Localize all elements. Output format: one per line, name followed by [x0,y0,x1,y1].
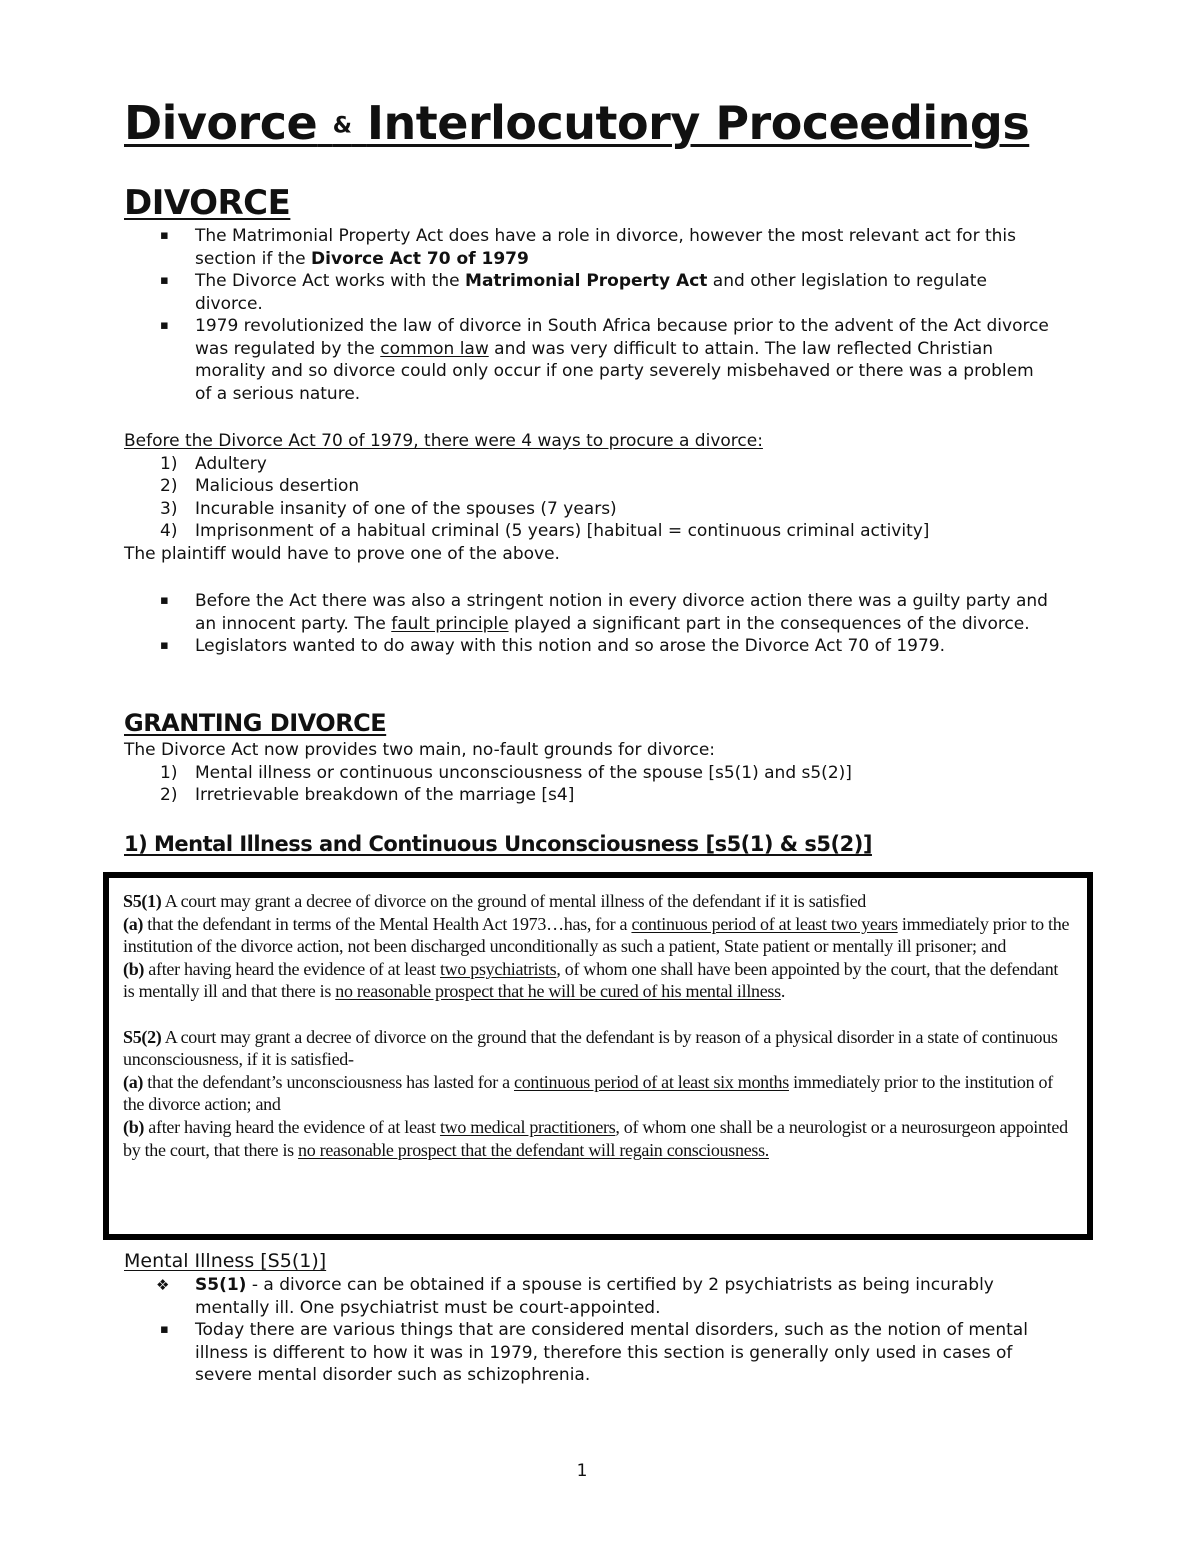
square-bullet-icon: ▪ [160,318,169,333]
page-number: 1 [576,1461,588,1481]
list-item: 2) Malicious desertion [160,476,360,496]
list-item: 1) Mental illness or continuous unconsciousness of the spouse [s5(1) and s5(2)] [160,762,852,783]
list-item: 3) Incurable insanity of one of the spouses (7 years) [160,498,617,519]
statute-s5-1: S5(1) A court may grant a decree of divorce on the ground of mental illness of the defendant if it is satisfied (a) that the defendant in terms of the Mental Health Act 1973…has, for a continuous period of at least two years immediately prior to the institution of the divorce action, not been discharged unconditionally as such a patient, State patient or mentally ill prisoner; and (b) after having heard the evidence of at least two psychiatrists, of whom one shall have been appointed by the court, that the defendant is mentally ill and that there is no reasonable prospect that he will be cured of his mental illness. [123,891,1070,1002]
square-bullet-icon: ▪ [160,638,169,653]
granting-intro: The Divorce Act now provides two main, no-fault grounds for divorce: [124,740,716,760]
list-item: ▪ Today there are various things that are considered mental disorders, such as the notion of mental illness is different to how it was in 1979, therefore this section is generally only used in cases of severe mental disorder such as schizophrenia. [160,1320,1028,1385]
subsection-heading-mental-illness: 1) Mental Illness and Continuous Unconsciousness [s5(1) & s5(2)] [124,832,872,856]
list-item: ❖ S5(1) - a divorce can be obtained if a spouse is certified by 2 psychiatrists as being incurably mentally ill. One psychiatrist must be court-appointed. [156,1275,994,1318]
before-act-block [124,430,1054,565]
granting-block [124,739,1054,807]
list-item: ▪ The Divorce Act works with the Matrimonial Property Act and other legislation to regulate divorce. [160,271,987,314]
list-item: 1) Adultery [160,453,267,474]
list-item: ▪ Legislators wanted to do away with this notion and so arose the Divorce Act 70 of 1979. [160,636,946,656]
statute-s5-2: S5(2) A court may grant a decree of divorce on the ground that the defendant is by reason of a physical disorder in a state of continuous unconsciousness, if it is satisfied- (a) that the defendant’s unconsciousness has lasted for a continuous period of at least six months immediately prior to the institution of the divorce action; and (b) after having heard the evidence of at least two medical practitioners, of whom one shall be a neurologist or a neurosurgeon appointed by the court, that there is no reasonable prospect that the defendant will regain consciousness. [123,1026,1068,1160]
divorce-bullets [124,225,1054,405]
list-item: ▪ 1979 revolutionized the law of divorce in South Africa because prior to the advent of the Act divorce was regulated by the common law and was very difficult to attain. The law reflected Christian morality and so divorce could only occur if one party severely misbehaved or there was a problem of a serious nature. [160,316,1049,404]
section-heading-divorce: DIVORCE [124,183,291,223]
square-bullet-icon: ▪ [160,593,169,608]
before-act-heading: Before the Divorce Act 70 of 1979, there were 4 ways to procure a divorce: [124,431,763,451]
list-item: ▪ The Matrimonial Property Act does have a role in divorce, however the most relevant act for this section if the Divorce Act 70 of 1979 [160,226,1016,269]
square-bullet-icon: ▪ [160,273,169,288]
section-heading-granting-divorce: GRANTING DIVORCE [124,709,387,737]
fault-bullets [124,590,1054,658]
list-item: 2) Irretrievable breakdown of the marriage [s4] [160,785,575,805]
prove-text: The plaintiff would have to prove one of the above. [124,543,560,564]
diamond-bullet-icon: ❖ [156,1276,170,1294]
mental-illness-subheading: Mental Illness [S5(1)] [124,1250,327,1272]
document-title: Divorce & Interlocutory Proceedings [124,96,1030,150]
list-item: ▪ Before the Act there was also a stringent notion in every divorce action there was a guilty party and an innocent party. The fault principle played a significant part in the consequences of the divorce. [160,591,1048,634]
list-item: 4) Imprisonment of a habitual criminal (5 years) [habitual = continuous criminal activity] [160,521,930,541]
statute-quote-box [103,872,1093,1240]
square-bullet-icon: ▪ [160,1322,169,1337]
square-bullet-icon: ▪ [160,228,169,243]
mental-illness-bullets [124,1274,1054,1387]
